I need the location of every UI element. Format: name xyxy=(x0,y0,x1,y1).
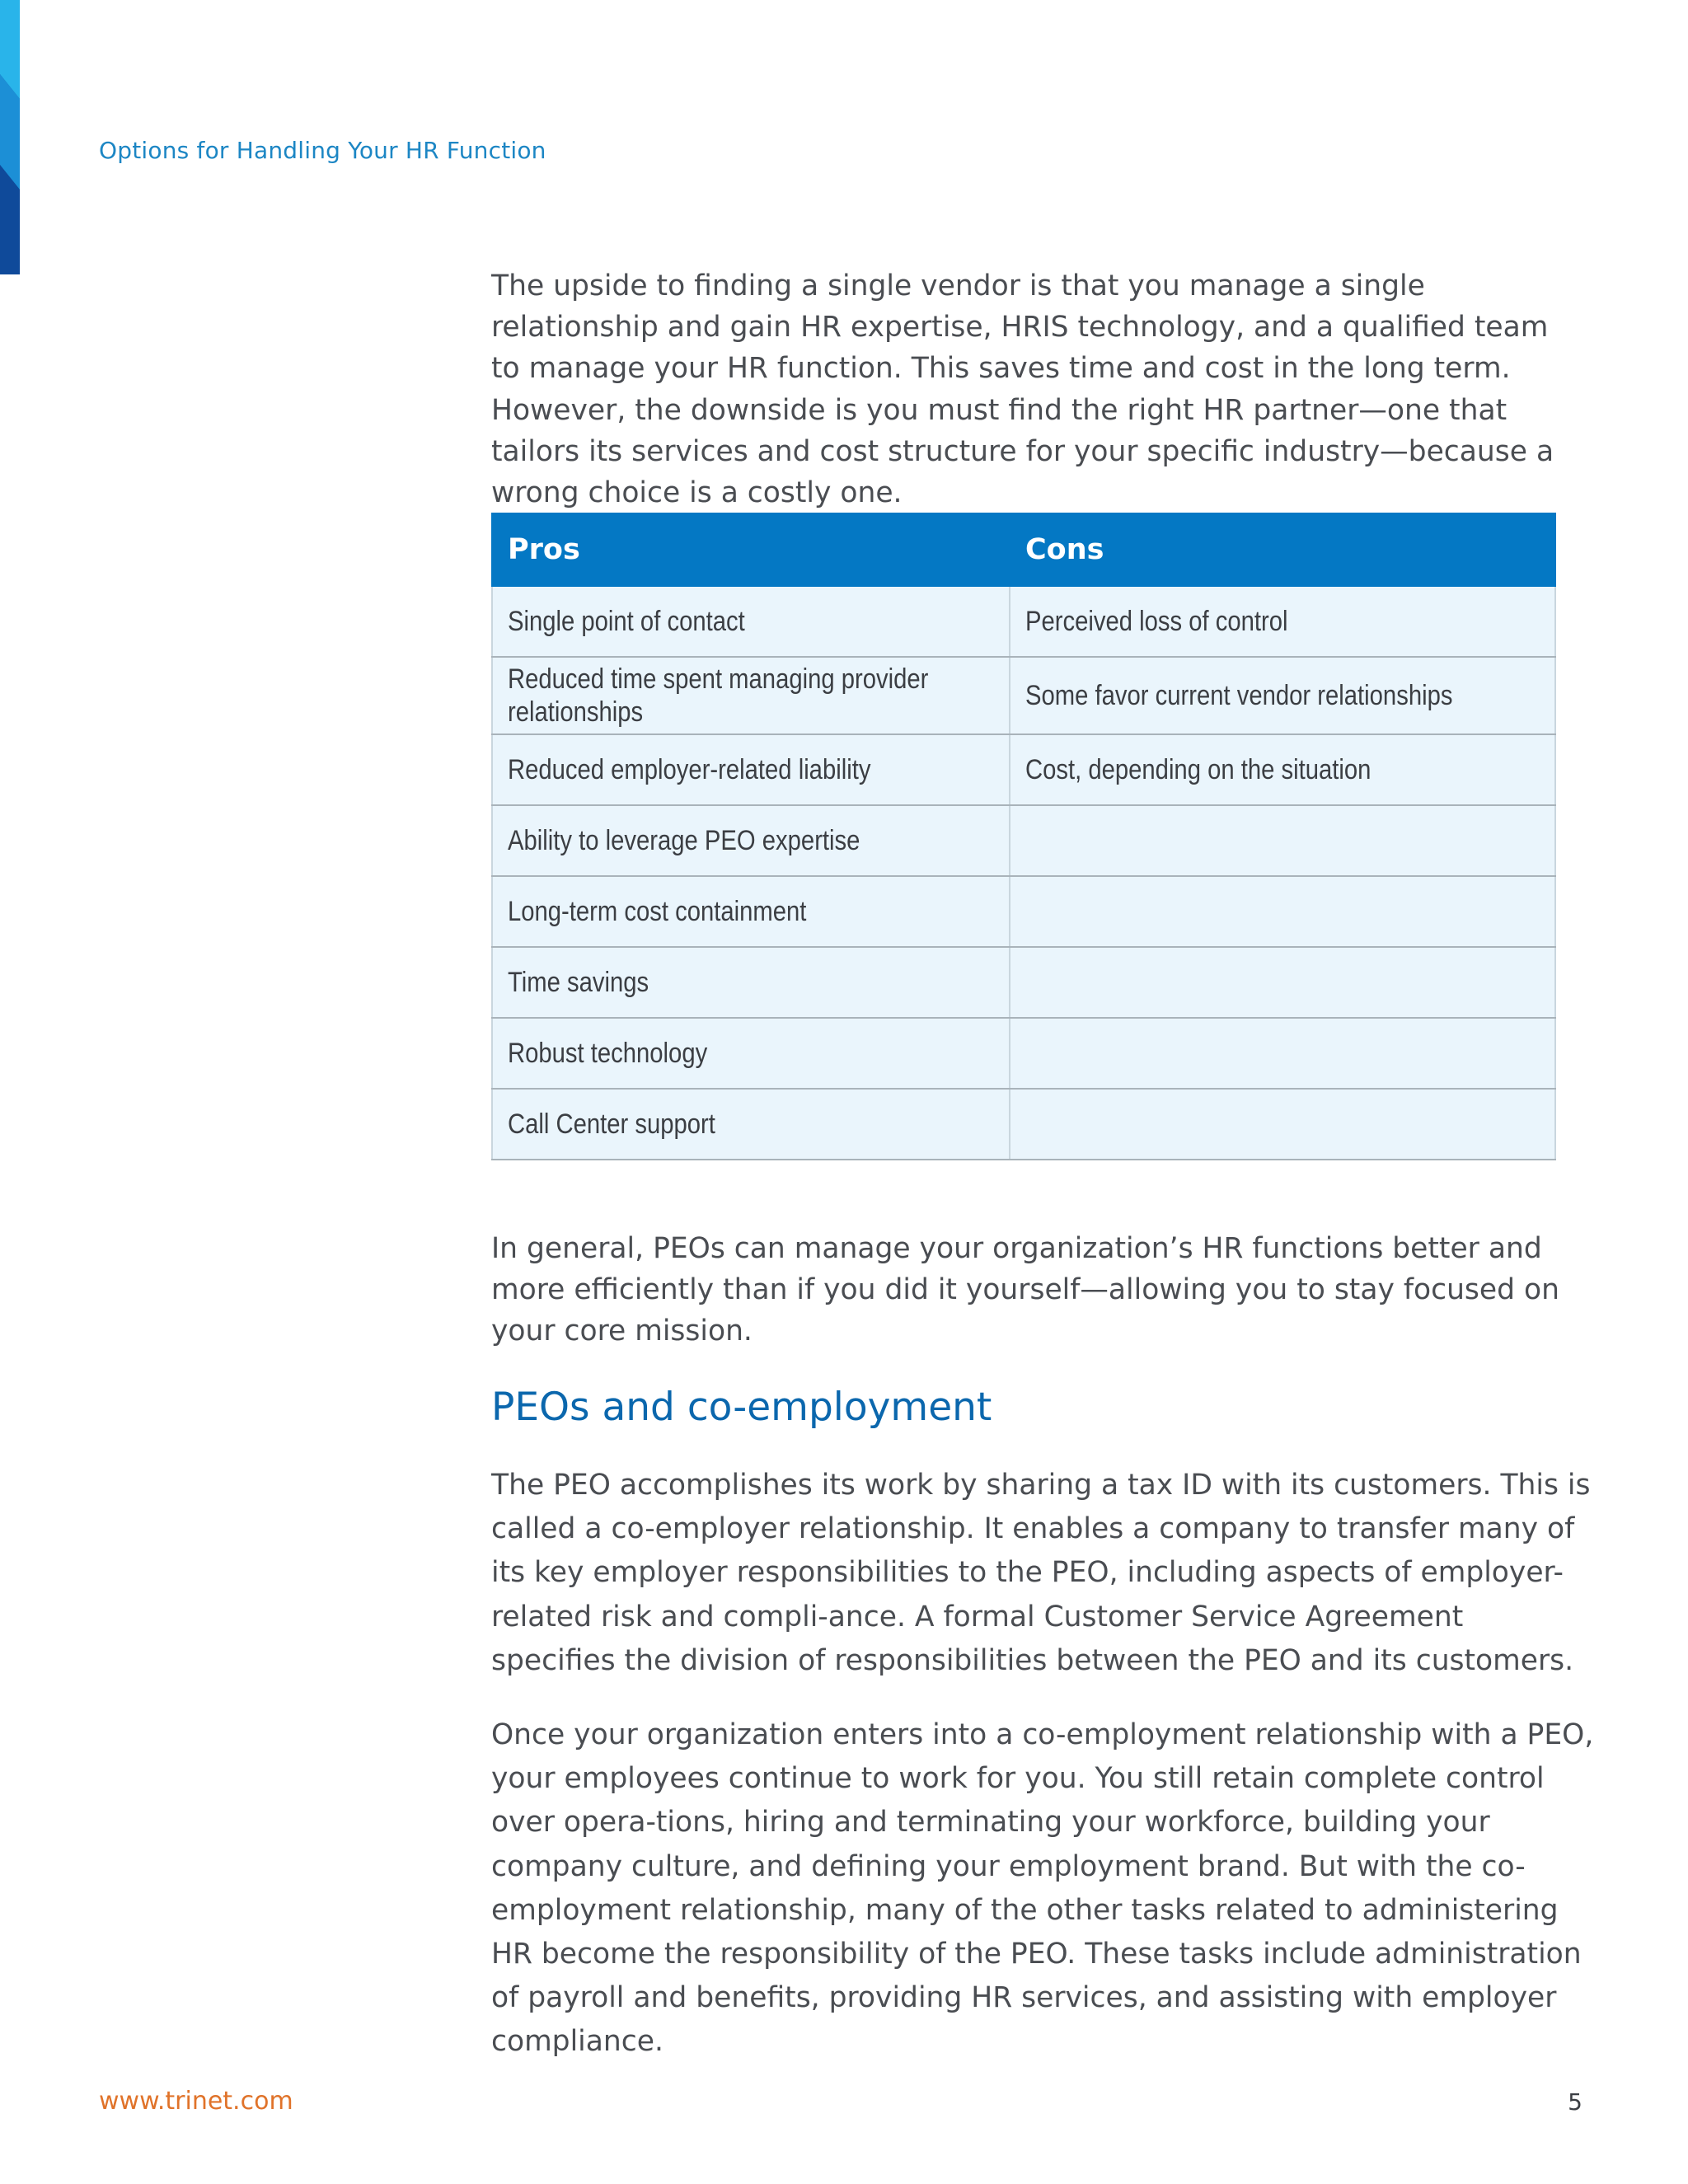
co-employment-paragraph-1: The PEO accomplishes its work by sharing a tax ID with its customers. This is called a co-employer relationship. It enables a company to transfer many of its key employer responsibilities to the PEO, including aspects of employer-related risk and compli-ance. A formal Customer Service Agreement specifies the division of responsibilities between the PEO and its customers. xyxy=(491,1469,1591,1677)
pros-cell: Ability to leverage PEO expertise xyxy=(492,805,1010,876)
table-header-row xyxy=(492,513,1555,586)
pros-cell: Single point of contact xyxy=(492,586,1010,657)
cons-cell xyxy=(1010,1018,1555,1089)
pros-cell: Reduced time spent managing provider relationships xyxy=(492,657,1010,734)
pros-cons-table xyxy=(491,513,1556,1160)
page-number: 5 xyxy=(1568,2088,1582,2116)
cons-cell xyxy=(1010,876,1555,947)
cons-cell: Perceived loss of control xyxy=(1010,586,1555,657)
table-row xyxy=(492,586,1555,657)
cons-cell xyxy=(1010,1089,1555,1160)
section-heading: PEOs and co-employment xyxy=(491,1385,992,1430)
brand-edge-bar xyxy=(0,0,20,274)
pros-cell: Long-term cost containment xyxy=(492,876,1010,947)
pros-cell: Robust technology xyxy=(492,1018,1010,1089)
cons-header: Cons xyxy=(1010,513,1555,586)
table-row xyxy=(492,876,1555,947)
co-employment-paragraph-2: Once your organization enters into a co-employment relationship with a PEO, your employees continue to work for you. You still retain complete control over opera-tions, hiring and terminating your workforce, building your company culture, and defining your employment brand. But with the co-employment relationship, many of the other tasks related to administering HR become the responsibility of the PEO. These tasks include administration of payroll and benefits, providing HR services, and assisting with employer compliance. xyxy=(491,1718,1594,2059)
running-header: Options for Handling Your HR Function xyxy=(99,137,546,164)
cons-cell: Cost, depending on the situation xyxy=(1010,734,1555,805)
table-row xyxy=(492,657,1555,734)
pros-header: Pros xyxy=(492,513,1010,586)
pros-cell: Reduced employer-related liability xyxy=(492,734,1010,805)
table-row xyxy=(492,805,1555,876)
cons-cell: Some favor current vendor relationships xyxy=(1010,657,1555,734)
table-row xyxy=(492,1018,1555,1089)
table-row xyxy=(492,1089,1555,1160)
cons-cell xyxy=(1010,805,1555,876)
footer-website-link[interactable]: www.trinet.com xyxy=(99,2087,293,2116)
summary-paragraph: In general, PEOs can manage your organization’s HR functions better and more efficiently than if you did it yourself—allowing you to stay focused on your core mission. xyxy=(491,1232,1559,1348)
pros-cell: Call Center support xyxy=(492,1089,1010,1160)
table-row xyxy=(492,947,1555,1018)
pros-cell: Time savings xyxy=(492,947,1010,1018)
table-row xyxy=(492,734,1555,805)
cons-cell xyxy=(1010,947,1555,1018)
intro-paragraph: The upside to finding a single vendor is that you manage a single relationship and gain HR expertise, HRIS technology, and a qualified team to manage your HR function. This saves time and cost in the long term. However, the downside is you must find the right HR partner—one that tailors its services and cost structure for your specific industry—because a wrong choice is a costly one. xyxy=(491,269,1554,510)
